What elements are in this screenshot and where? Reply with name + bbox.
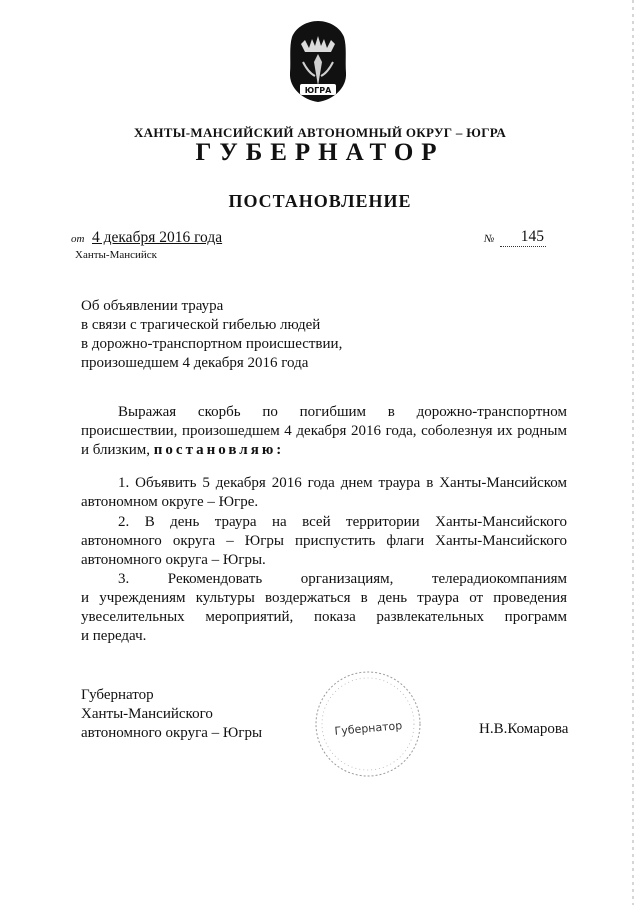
signer-name: Н.В.Комарова	[479, 721, 569, 737]
signature-line: автономного округа – Югры	[81, 725, 263, 741]
signature-line: Ханты-Мансийского	[81, 706, 213, 722]
region-title: ХАНТЫ-МАНСИЙСКИЙ АВТОНОМНЫЙ ОКРУГ – ЮГРА	[133, 125, 507, 140]
preamble-line: происшествии, произошедшем 4 декабря 2016 года, соболезнуя их родным	[81, 423, 567, 439]
item-3-line: и передач.	[81, 628, 147, 644]
item-2-line: автономного округа – Югры приспустить флаги Ханты-Мансийского	[81, 533, 567, 549]
document-city: Ханты-Мансийск	[75, 249, 158, 261]
date-prefix: от	[71, 233, 85, 245]
item-3-line: и учреждениям культуры воздержаться в день траура от проведения	[81, 590, 567, 606]
document-date: 4 декабря 2016 года	[92, 229, 223, 246]
document-type: ПОСТАНОВЛЕНИЕ	[228, 191, 412, 211]
preamble-line: Выражая скорбь по погибшим в дорожно-транспортном	[118, 404, 567, 420]
stamp-text: Губернатор	[334, 719, 403, 738]
item-1-line: 1. Объявить 5 декабря 2016 года днем траура в Ханты-Мансийском	[118, 475, 567, 491]
official-stamp	[312, 668, 424, 780]
preamble-line	[81, 441, 567, 461]
emblem-text: ЮГРА	[304, 86, 332, 95]
preamble-text: и близким,	[81, 442, 151, 458]
subject-line: произошедшем 4 декабря 2016 года	[81, 355, 309, 371]
item-2-line: 2. В день траура на всей территории Ханты-Мансийского	[118, 514, 567, 530]
subject-line: Об объявлении траура	[81, 298, 224, 314]
subject-line: в связи с трагической гибелью людей	[81, 317, 321, 333]
coat-of-arms-emblem	[281, 18, 355, 104]
decree-word: постановляю:	[153, 442, 285, 458]
item-1-line: автономном округе – Югре.	[81, 494, 259, 510]
subject-line: в дорожно-транспортном происшествии,	[81, 336, 343, 352]
document-number: 145	[500, 228, 546, 247]
number-prefix: №	[484, 233, 495, 245]
authority-title: ГУБЕРНАТОР	[195, 139, 445, 166]
signature-title	[81, 686, 262, 743]
item-3-line: 3. Рекомендовать организациям, телерадиокомпаниям	[118, 571, 567, 587]
document-subject	[81, 297, 342, 373]
signature-line: Губернатор	[81, 687, 154, 703]
item-2-line: автономного округа – Югры.	[81, 552, 266, 568]
item-3-line: увеселительных мероприятий, показа развлекательных программ	[81, 609, 567, 625]
